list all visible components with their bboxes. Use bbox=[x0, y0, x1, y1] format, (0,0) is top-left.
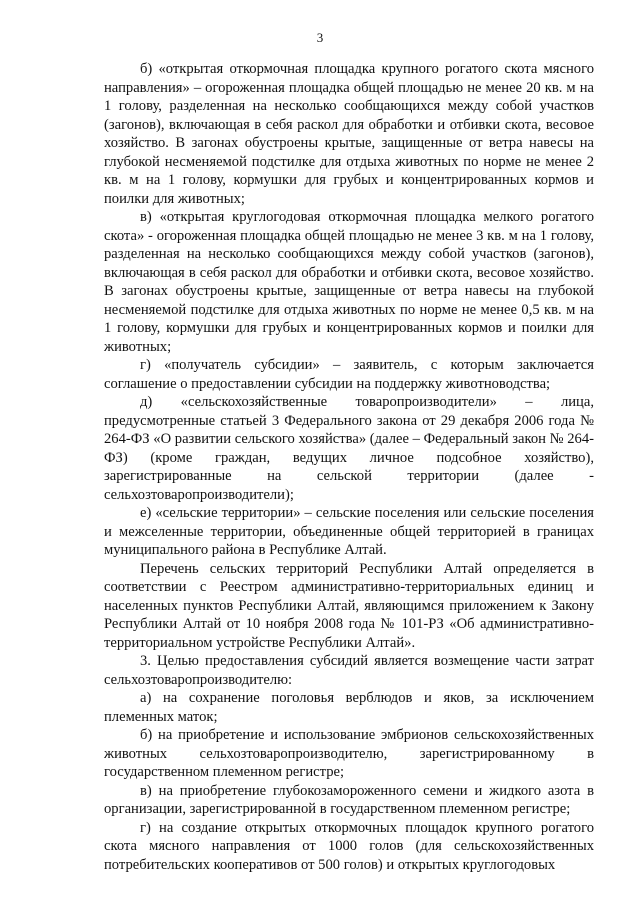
paragraph-b-cattle-feedlot: б) «открытая откормочная площадка крупного рогатого скота мясного направления» – огороженная площадка общей площадью не менее 20 кв. м на 1 голову, разделенная на несколько сообщающихся между собой участков (загонов), включающая в себя раскол для обработки и отбивки скота, весовое хозяйство. В загонах обустроены крытые, защищенные от ветра навесы на глубокой несменяемой подстилке для отдыха животных по норме не менее 2 кв. м на 1 голову, кормушки для грубых и концентрированных кормов и поилки для животных; bbox=[104, 61, 594, 207]
paragraph-g-feedlot-creation: г) на создание открытых откормочных площадок крупного рогатого скота мясного направления от 1000 голов (для сельскохозяйственных потребительских кооперативов от 500 голов) и открытых круглогодовых bbox=[104, 819, 594, 873]
paragraph-e-rural-territories: е) «сельские территории» – сельские поселения или сельские поселения и межселенные территории, объединенные общей территорией в границах муниципального района в Республике Алтай. bbox=[104, 505, 594, 558]
paragraph-3-subsidy-purpose: 3. Целью предоставления субсидий является возмещение части затрат сельхозтоваропроизводителю: bbox=[104, 653, 594, 688]
paragraph-v-small-cattle-feedlot: в) «открытая круглогодовая откормочная площадка мелкого рогатого скота» - огороженная площадка общей площадью не менее 3 кв. м на 1 голову, разделенная на несколько сообщающихся между собой участков (загонов), включающая в себя раскол для обработки и отбивки скота, весовое хозяйство. В загонах обустроены крытые, защищенные от ветра навесы на глубокой несменяемой подстилке для отдыха животных по норме не менее 0,5 кв. м на 1 голову, кормушки для грубых и концентрированных кормов и поилки для животных; bbox=[104, 209, 594, 355]
paragraph-b-embryos: б) на приобретение и использование эмбрионов сельскохозяйственных животных сельхозтоваропроизводителю, зарегистрированному в государственном племенном регистре; bbox=[104, 727, 594, 780]
paragraph-d-agricultural-producers: д) «сельскохозяйственные товаропроизводители» – лица, предусмотренные статьей 3 Федерального закона от 29 декабря 2006 года № 264-ФЗ «О развитии сельского хозяйства» (далее – Федеральный закон № 264-ФЗ) (кроме граждан, ведущих личное подсобное хозяйство), зарегистрированные на сельской территории (далее - сельхозтоваропроизводители); bbox=[104, 394, 594, 503]
document-body bbox=[104, 60, 594, 874]
paragraph-a-camels-yaks: а) на сохранение поголовья верблюдов и яков, за исключением племенных маток; bbox=[104, 690, 594, 725]
paragraph-v-frozen-semen: в) на приобретение глубокозамороженного семени и жидкого азота в организации, зарегистрированной в государственном племенном регистре; bbox=[104, 782, 594, 817]
paragraph-rural-territories-list: Перечень сельских территорий Республики Алтай определяется в соответствии с Реестром административно-территориальных единиц и населенных пунктов Республики Алтай, являющимся приложением к Закону Республики Алтай от 10 ноября 2008 года № 101-РЗ «Об административно-территориальном устройстве Республики Алтай». bbox=[104, 560, 594, 651]
page-number: 3 bbox=[316, 30, 324, 45]
paragraph-g-subsidy-recipient: г) «получатель субсидии» – заявитель, с которым заключается соглашение о предоставлении субсидии на поддержку животноводства; bbox=[104, 357, 594, 392]
